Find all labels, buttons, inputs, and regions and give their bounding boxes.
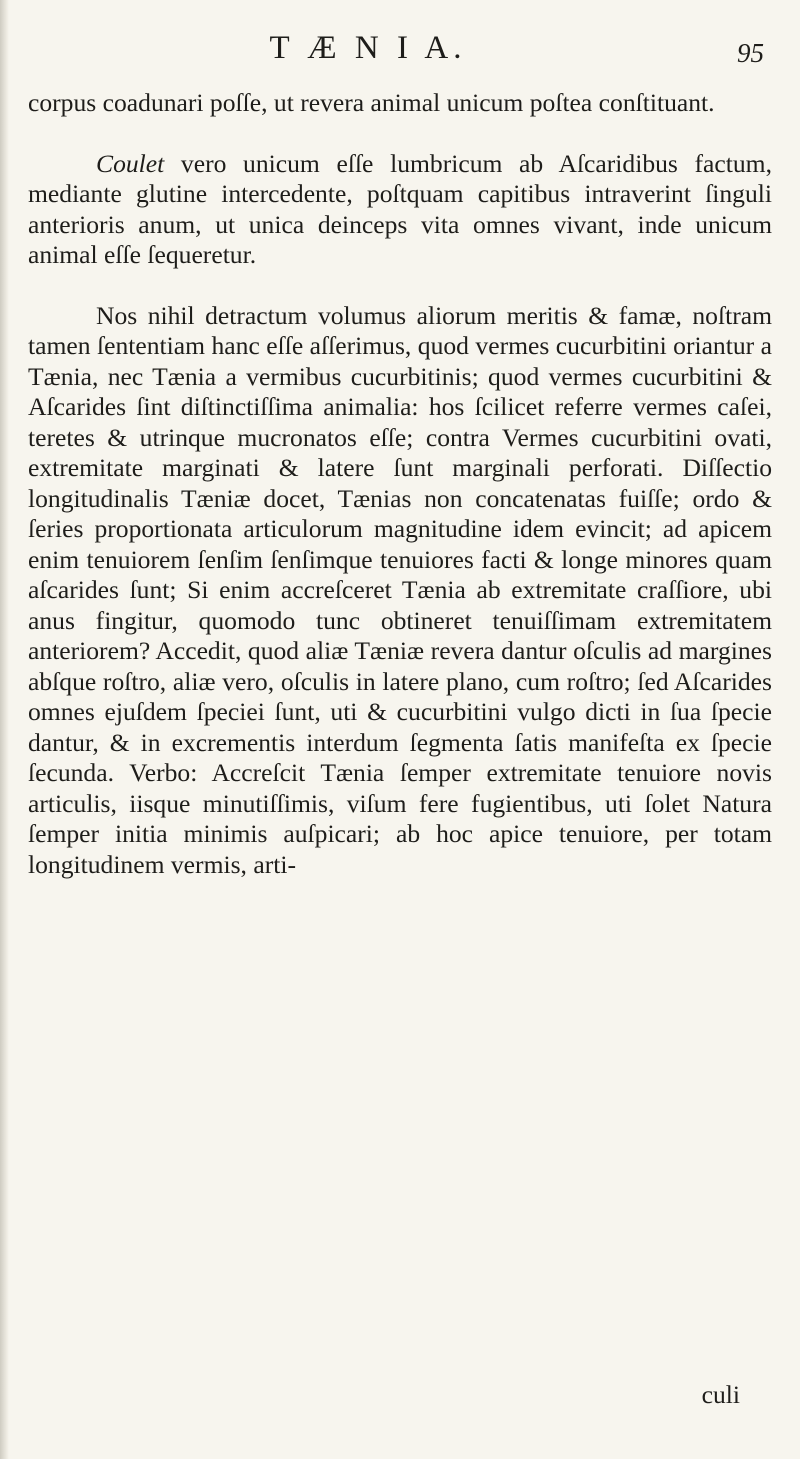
paragraph-text: Nos nihil detractum volumus aliorum meritis & famæ, noſtram tamen ſententiam hanc eſſe aſſerimus, quod vermes cucurbitini oriantur a Tænia, nec Tænia a vermibus cucurbitinis; quod vermes cucurbitini & Aſcarides ſint diſtinctiſſima animalia: hos ſcilicet referre vermes caſei, teretes & utrinque mucronatos eſſe; contra Vermes cucurbitini ovati, extremitate marginati & latere ſunt marginali perforati. Diſſectio longitudinalis Tæniæ docet, Tænias non concatenatas fuiſſe; ordo & ſeries proportionata articulorum magnitudine idem evincit; ad apicem enim tenuiorem ſenſim ſenſimque tenuiores facti & longe minores quam aſcarides ſunt; Si enim accreſceret Tænia ab extremitate craſſiore, ubi anus fingitur, quomodo tunc obtineret tenuiſſimam extremitatem anteriorem? Accedit, quod aliæ Tæniæ revera dantur oſculis ad margines abſque roſtro, aliæ vero, oſculis in latere plano, cum roſtro; ſed Aſcarides omnes ejuſdem ſpeciei ſunt, uti & cucurbitini vulgo dicti in ſua ſpecie dantur, & in excrementis interdum ſegmenta ſatis manifeſta ex ſpecie ſecunda. Verbo: Accreſcit Tænia ſemper extremitate tenuiore novis articulis, iisque minutiſſimis, viſum fere fugientibus, uti ſolet Natura ſemper initia minimis auſpicari; ab hoc apice tenuiore, per totam longitudinem vermis, arti- (28, 300, 772, 879)
paragraph-nos-nihil (28, 301, 772, 881)
paragraph-coulet (28, 149, 772, 271)
paragraph-text: vero unicum eſſe lumbricum ab Aſcaridibus factum, mediante glutine intercedente, poſtquam capitibus intraverint ſinguli anterioris anum, ut unica deinceps vita omnes vivant, inde unicum animal eſſe ſequeretur. (28, 148, 772, 269)
body-text (28, 88, 772, 880)
page-gutter-edge (0, 0, 9, 1459)
page-number: 95 (737, 38, 764, 68)
author-name: Coulet (96, 148, 165, 178)
catchword: culi (701, 1380, 740, 1409)
paragraph-text: corpus coadunari poſſe, ut revera animal unicum poſtea conſtituant. (28, 88, 715, 117)
running-head: T Æ N I A. (269, 30, 467, 66)
page-header (0, 30, 800, 80)
paragraph-continuation (28, 88, 772, 119)
